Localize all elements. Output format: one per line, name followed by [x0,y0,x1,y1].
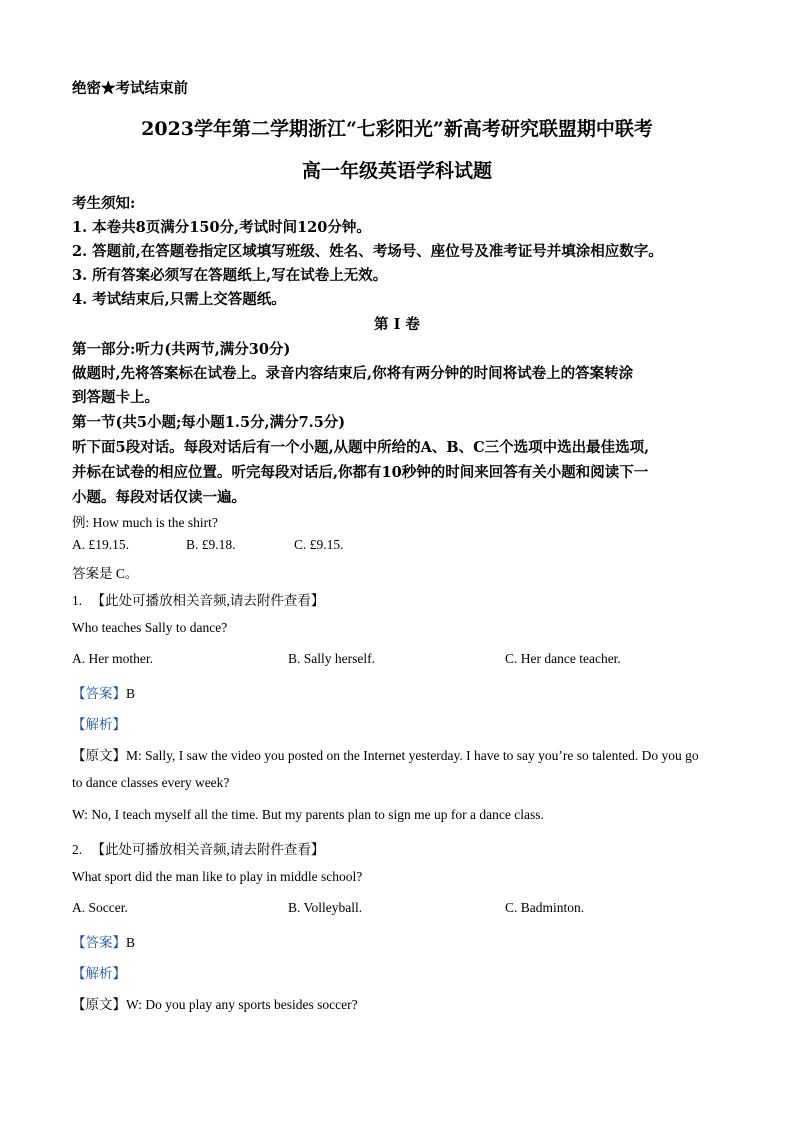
question-2-answer [72,931,135,951]
audio-placeholder-link[interactable]: 【此处可播放相关音频,请去附件查看】 [91,842,325,857]
notice-item-4: 4. 考试结束后,只需上交答题纸。 [72,291,286,308]
exam-title: 2023学年第二学期浙江“七彩阳光”新高考研究联盟期中联考 [141,118,653,140]
question-1-option-a: A. Her mother. [72,651,153,666]
question-1-answer [72,682,135,702]
notice-item-1: 1. 本卷共8页满分150分,考试时间120分钟。 [72,219,371,236]
question-1-option-b: B. Sally herself. [288,651,375,666]
exam-subtitle: 高一年级英语学科试题 [301,160,492,182]
question-2-option-b: B. Volleyball. [288,900,363,915]
example-option-c: C. £9.15. [294,537,344,552]
question-1-script-line1 [72,744,699,764]
example-option-b: B. £9.18. [186,537,236,552]
question-2-analysis-label: 【解析】 [72,966,126,981]
question-1-script-line2: to dance classes every week? [72,775,230,790]
question-1-header [72,589,324,609]
script-label: 【原文】 [72,748,126,763]
answer-value: B [126,935,136,950]
part1-instruction-line1: 做题时,先将答案标在试卷上。录音内容结束后,你将有两分钟的时间将试卷上的答案转涂 [72,365,634,382]
notice-item-2: 2. 答题前,在答题卷指定区域填写班级、姓名、考场号、座位号及准考证号并填涂相应数字。 [72,243,663,260]
question-1-analysis-label: 【解析】 [72,717,126,732]
example-answer: 答案是 C。 [72,566,139,581]
part1-heading: 第一部分:听力(共两节,满分30分) [72,341,291,358]
example-option-a: A. £19.15. [72,537,129,552]
volume-label: 第 I 卷 [374,316,420,333]
answer-label: 【答案】 [72,935,126,950]
question-2-header [72,838,324,858]
notice-item-3: 3. 所有答案必须写在答题纸上,写在试卷上无效。 [72,267,388,284]
section1-instruction-line1: 听下面5段对话。每段对话后有一个小题,从题中所给的A、B、C三个选项中选出最佳选项, [72,439,650,456]
script-text: W: Do you play any sports besides soccer? [126,997,358,1012]
script-label: 【原文】 [72,997,126,1012]
example-question: 例: How much is the shirt? [72,515,218,530]
answer-value: B [126,686,136,701]
answer-label: 【答案】 [72,686,126,701]
section1-heading: 第一节(共5小题;每小题1.5分,满分7.5分) [72,414,346,431]
question-1-script-line3: W: No, I teach myself all the time. But my parents plan to sign me up for a dance class. [72,807,544,822]
question-number: 2. [72,842,83,857]
audio-placeholder-link[interactable]: 【此处可播放相关音频,请去附件查看】 [91,593,325,608]
section1-instruction-line2: 并标在试卷的相应位置。听完每段对话后,你都有10秒钟的时间来回答有关小题和阅读下一 [72,464,649,481]
question-1-option-c: C. Her dance teacher. [505,651,621,666]
notice-heading: 考生须知: [72,195,136,212]
question-2-option-a: A. Soccer. [72,900,128,915]
question-number: 1. [72,593,83,608]
question-2-prompt: What sport did the man like to play in middle school? [72,869,363,884]
confidential-label: 绝密★考试结束前 [72,80,188,97]
question-1-prompt: Who teaches Sally to dance? [72,620,228,635]
part1-instruction-line2: 到答题卡上。 [72,389,159,406]
question-2-option-c: C. Badminton. [505,900,585,915]
script-text: M: Sally, I saw the video you posted on the Internet yesterday. I have to say you’re so talented. Do you go [126,748,699,763]
section1-instruction-line3: 小题。每段对话仅读一遍。 [72,489,246,506]
question-2-script-line1 [72,993,358,1013]
